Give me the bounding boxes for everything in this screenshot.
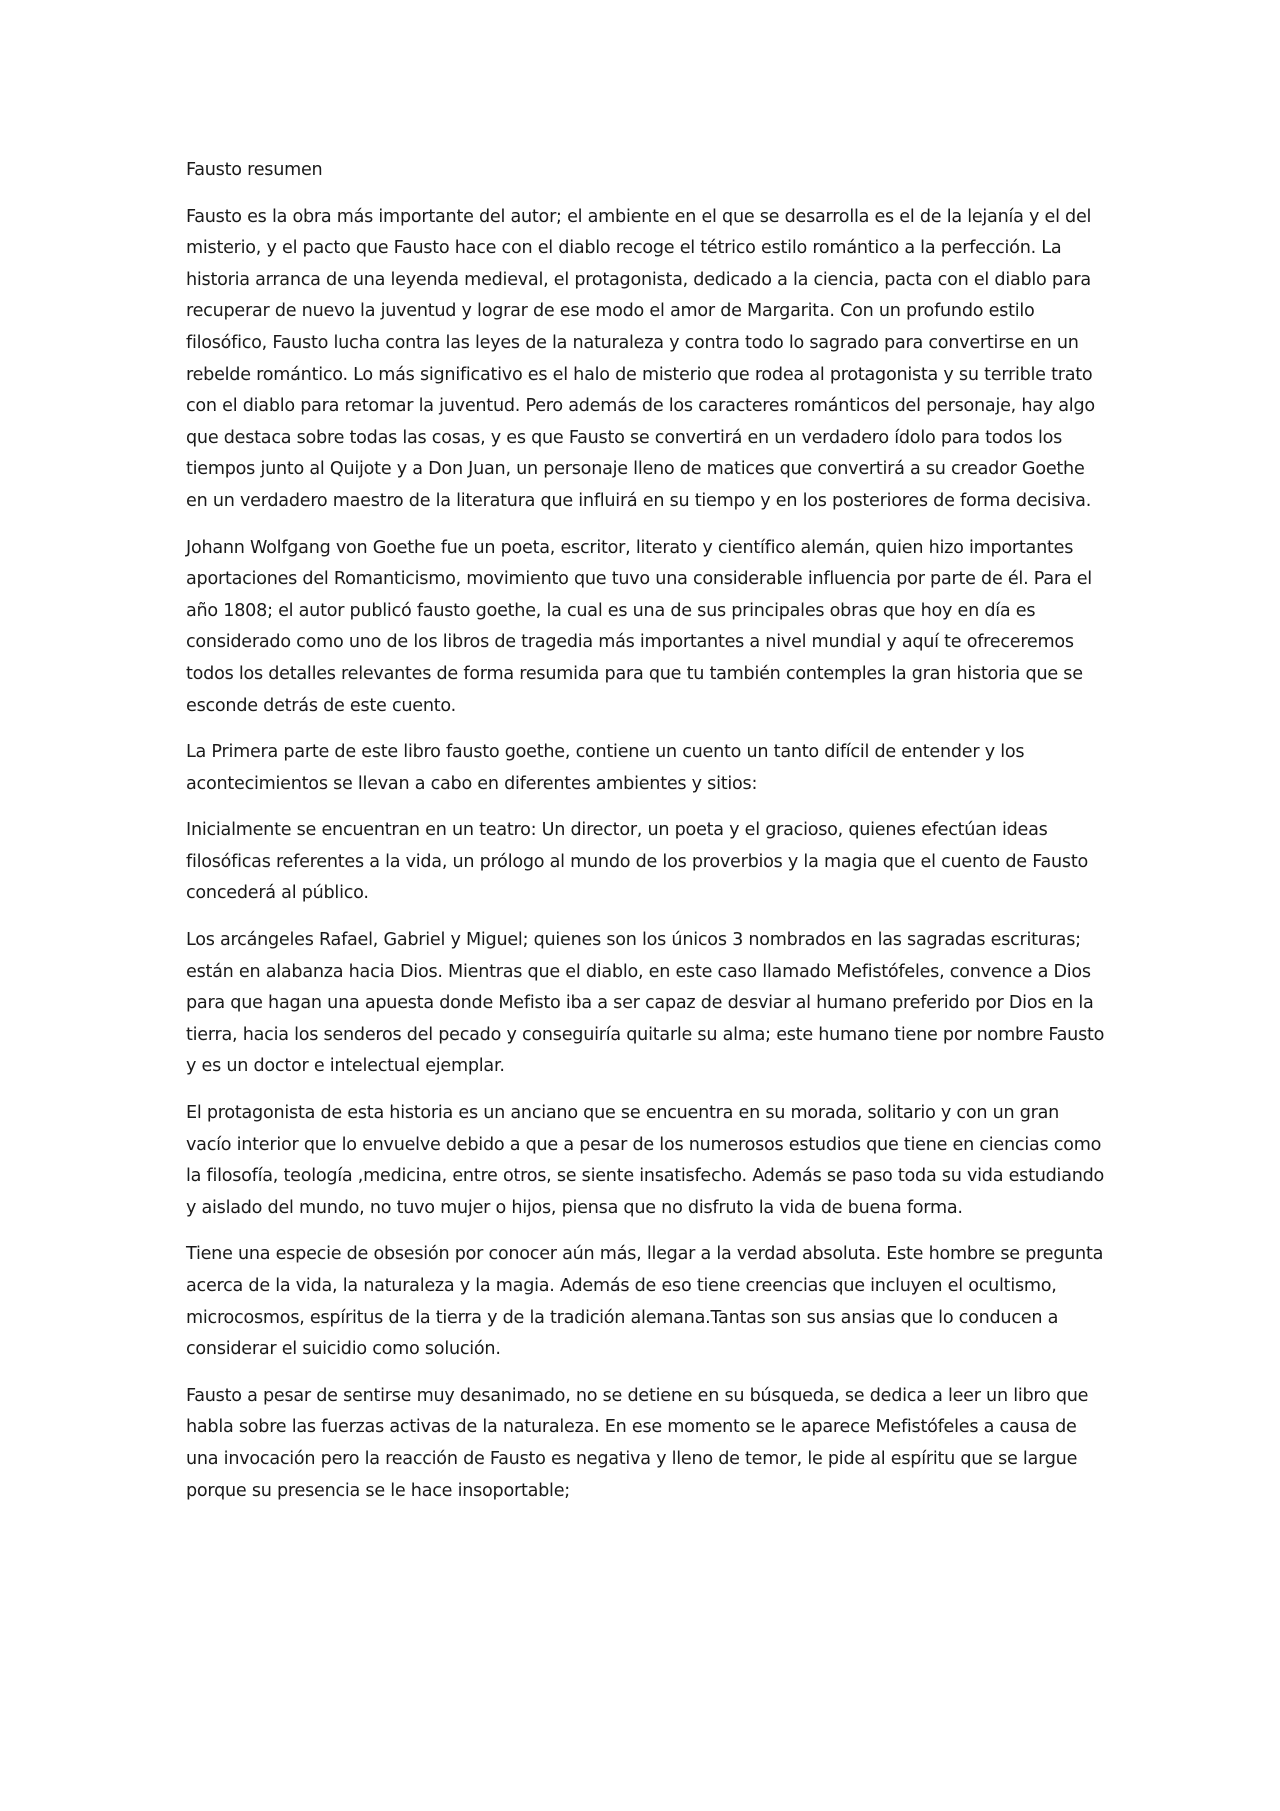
paragraph-archangels: Los arcángeles Rafael, Gabriel y Miguel; quienes son los únicos 3 nombrados en las sagradas escrituras; están en alabanza hacia Dios. Mientras que el diablo, en este caso llamado Mefistófeles, convence a Dios para que hagan una apuesta donde Mefisto iba a ser capaz de desviar al humano preferido por Dios en la tierra, hacia los senderos del pecado y conseguiría quitarle su alma; este humano tiene por nombre Fausto y es un doctor e intelectual ejemplar.	[186, 930, 1105, 1077]
paragraph-goethe-bio: Johann Wolfgang von Goethe fue un poeta, escritor, literato y científico alemán, quien hizo importantes aportaciones del Romanticismo, movimiento que tuvo una considerable influencia por parte de él. Para el año 1808; el autor publicó fausto goethe, la cual es una de sus principales obras que hoy en día es considerado como uno de los libros de tragedia más importantes a nivel mundial y aquí te ofreceremos todos los detalles relevantes de forma resumida para que tu también contemples la gran historia que se esconde detrás de este cuento.	[186, 537, 1092, 716]
document-body	[186, 155, 1106, 1522]
paragraph-intro: Fausto es la obra más importante del autor; el ambiente en el que se desarrolla es el de la lejanía y el del misterio, y el pacto que Fausto hace con el diablo recoge el tétrico estilo romántico a la perfección. La historia arranca de una leyenda medieval, el protagonista, dedicado a la ciencia, pacta con el diablo para recuperar de nuevo la juventud y lograr de ese modo el amor de Margarita. Con un profundo estilo filosófico, Fausto lucha contra las leyes de la naturaleza y contra todo lo sagrado para convertirse en un rebelde romántico. Lo más significativo es el halo de misterio que rodea al protagonista y su terrible trato con el diablo para retomar la juventud. Pero además de los caracteres románticos del personaje, hay algo que destaca sobre todas las cosas, y es que Fausto se convertirá en un verdadero ídolo para todos los tiempos junto al Quijote y a Don Juan, un personaje lleno de matices que convertirá a su creador Goethe en un verdadero maestro de la literatura que influirá en su tiempo y en los posteriores de forma decisiva.	[186, 206, 1095, 511]
paragraph-obsession: Tiene una especie de obsesión por conocer aún más, llegar a la verdad absoluta. Este hombre se pregunta acerca de la vida, la naturaleza y la magia. Además de eso tiene creencias que incluyen el ocultismo, microcosmos, espíritus de la tierra y de la tradición alemana.Tantas son sus ansias que lo conducen a considerar el suicidio como solución.	[186, 1244, 1104, 1360]
paragraph-theater: Inicialmente se encuentran en un teatro: Un director, un poeta y el gracioso, quienes efectúan ideas filosóficas referentes a la vida, un prólogo al mundo de los proverbios y la magia que el cuento de Fausto concederá al público.	[186, 820, 1088, 904]
paragraph-first-part: La Primera parte de este libro fausto goethe, contiene un cuento un tanto difícil de entender y los acontecimientos se llevan a cabo en diferentes ambientes y sitios:	[186, 742, 1025, 794]
document-title: Fausto resumen	[186, 160, 323, 180]
paragraph-protagonist: El protagonista de esta historia es un anciano que se encuentra en su morada, solitario y con un gran vacío interior que lo envuelve debido a que a pesar de los numerosos estudios que tiene en ciencias como la filosofía, teología ,medicina, entre otros, se siente insatisfecho. Además se paso toda su vida estudiando y aislado del mundo, no tuvo mujer o hijos, piensa que no disfruto la vida de buena forma.	[186, 1103, 1105, 1218]
paragraph-mephistopheles: Fausto a pesar de sentirse muy desanimado, no se detiene en su búsqueda, se dedica a leer un libro que habla sobre las fuerzas activas de la naturaleza. En ese momento se le aparece Mefistófeles a causa de una invocación pero la reacción de Fausto es negativa y lleno de temor, le pide al espíritu que se largue porque su presencia se le hace insoportable;	[186, 1385, 1089, 1501]
